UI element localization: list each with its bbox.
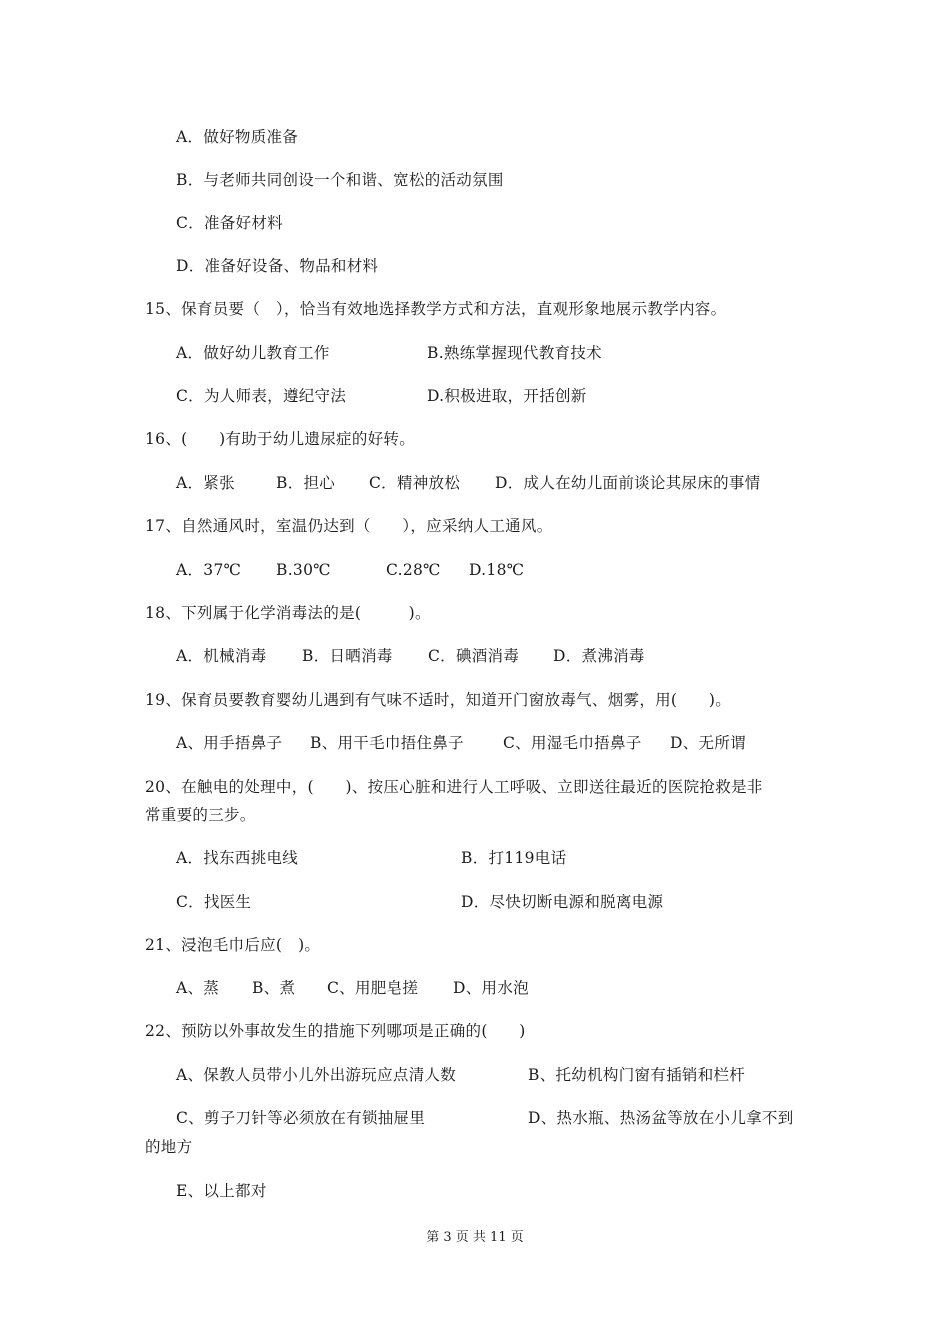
q22-option-b: B、托幼机构门窗有插销和栏杆 <box>528 1066 746 1084</box>
q20-option-a: A．找东西挑电线 <box>176 849 299 867</box>
q17-option-d: D.18℃ <box>469 561 525 579</box>
q14-option-d: D．准备好设备、物品和材料 <box>176 257 379 275</box>
q16-stem: 16、( )有助于幼儿遗尿症的好转。 <box>145 430 416 448</box>
q14-option-b: B．与老师共同创设一个和谐、宽松的活动氛围 <box>176 171 504 189</box>
q21-option-b: B、煮 <box>252 979 296 997</box>
q15-option-a: A．做好幼儿教育工作 <box>176 344 330 362</box>
q19-option-b: B、用干毛巾捂住鼻子 <box>310 734 464 752</box>
q19-option-d: D、无所谓 <box>670 734 746 752</box>
page-number-footer: 第 3 页 共 11 页 <box>426 1230 524 1245</box>
q19-option-c: C、用湿毛巾捂鼻子 <box>503 734 642 752</box>
q19-stem: 19、保育员要教育婴幼儿遇到有气味不适时，知道开门窗放毒气、烟雾，用( )。 <box>145 691 732 709</box>
q15-option-d: D.积极进取，开括创新 <box>427 387 587 405</box>
q21-option-d: D、用水泡 <box>453 979 529 997</box>
q14-option-c: C．准备好材料 <box>176 214 283 232</box>
q17-option-a: A．37℃ <box>176 561 242 579</box>
q21-option-a: A、蒸 <box>176 979 220 997</box>
q20-stem-line1: 20、在触电的处理中，( )、按压心脏和进行人工呼吸、立即送往最近的医院抢救是非 <box>145 778 763 796</box>
q17-option-b: B.30℃ <box>276 561 331 579</box>
q22-option-c: C、剪子刀针等必须放在有锁抽屉里 <box>176 1109 426 1127</box>
q18-option-a: A．机械消毒 <box>176 647 267 665</box>
q15-option-b: B.熟练掌握现代教育技术 <box>427 344 602 362</box>
q18-option-b: B．日晒消毒 <box>302 647 393 665</box>
q16-option-d: D．成人在幼儿面前谈论其尿床的事情 <box>495 474 761 492</box>
q20-option-b: B．打119电话 <box>461 849 567 867</box>
q22-option-d-line2: 的地方 <box>145 1138 193 1156</box>
q16-option-b: B．担心 <box>276 474 336 492</box>
q15-option-c: C．为人师表，遵纪守法 <box>176 387 347 405</box>
q17-option-c: C.28℃ <box>386 561 441 579</box>
q21-option-c: C、用肥皂搓 <box>327 979 419 997</box>
q18-option-d: D．煮沸消毒 <box>553 647 645 665</box>
q17-stem: 17、自然通风时，室温仍达到（ ），应采纳人工通风。 <box>145 517 553 535</box>
q14-option-a: A．做好物质准备 <box>176 128 299 146</box>
q19-option-a: A、用手捂鼻子 <box>176 734 283 752</box>
q16-option-a: A．紧张 <box>176 474 235 492</box>
q21-stem: 21、浸泡毛巾后应( )。 <box>145 936 321 954</box>
q22-option-d-line1: D、热水瓶、热汤盆等放在小儿拿不到 <box>528 1109 794 1127</box>
q20-option-d: D．尽快切断电源和脱离电源 <box>461 893 664 911</box>
q18-option-c: C．碘酒消毒 <box>428 647 520 665</box>
q22-option-e: E、以上都对 <box>176 1182 267 1200</box>
q15-stem: 15、保育员要（ ），恰当有效地选择教学方式和方法，直观形象地展示教学内容。 <box>145 300 727 318</box>
q20-stem-line2: 常重要的三步。 <box>145 806 256 824</box>
q16-option-c: C．精神放松 <box>369 474 461 492</box>
q20-option-c: C．找医生 <box>176 893 252 911</box>
q18-stem: 18、下列属于化学消毒法的是( )。 <box>145 604 431 622</box>
q22-stem: 22、预防以外事故发生的措施下列哪项是正确的( ) <box>145 1022 526 1040</box>
q22-option-a: A、保教人员带小儿外出游玩应点清人数 <box>176 1066 457 1084</box>
